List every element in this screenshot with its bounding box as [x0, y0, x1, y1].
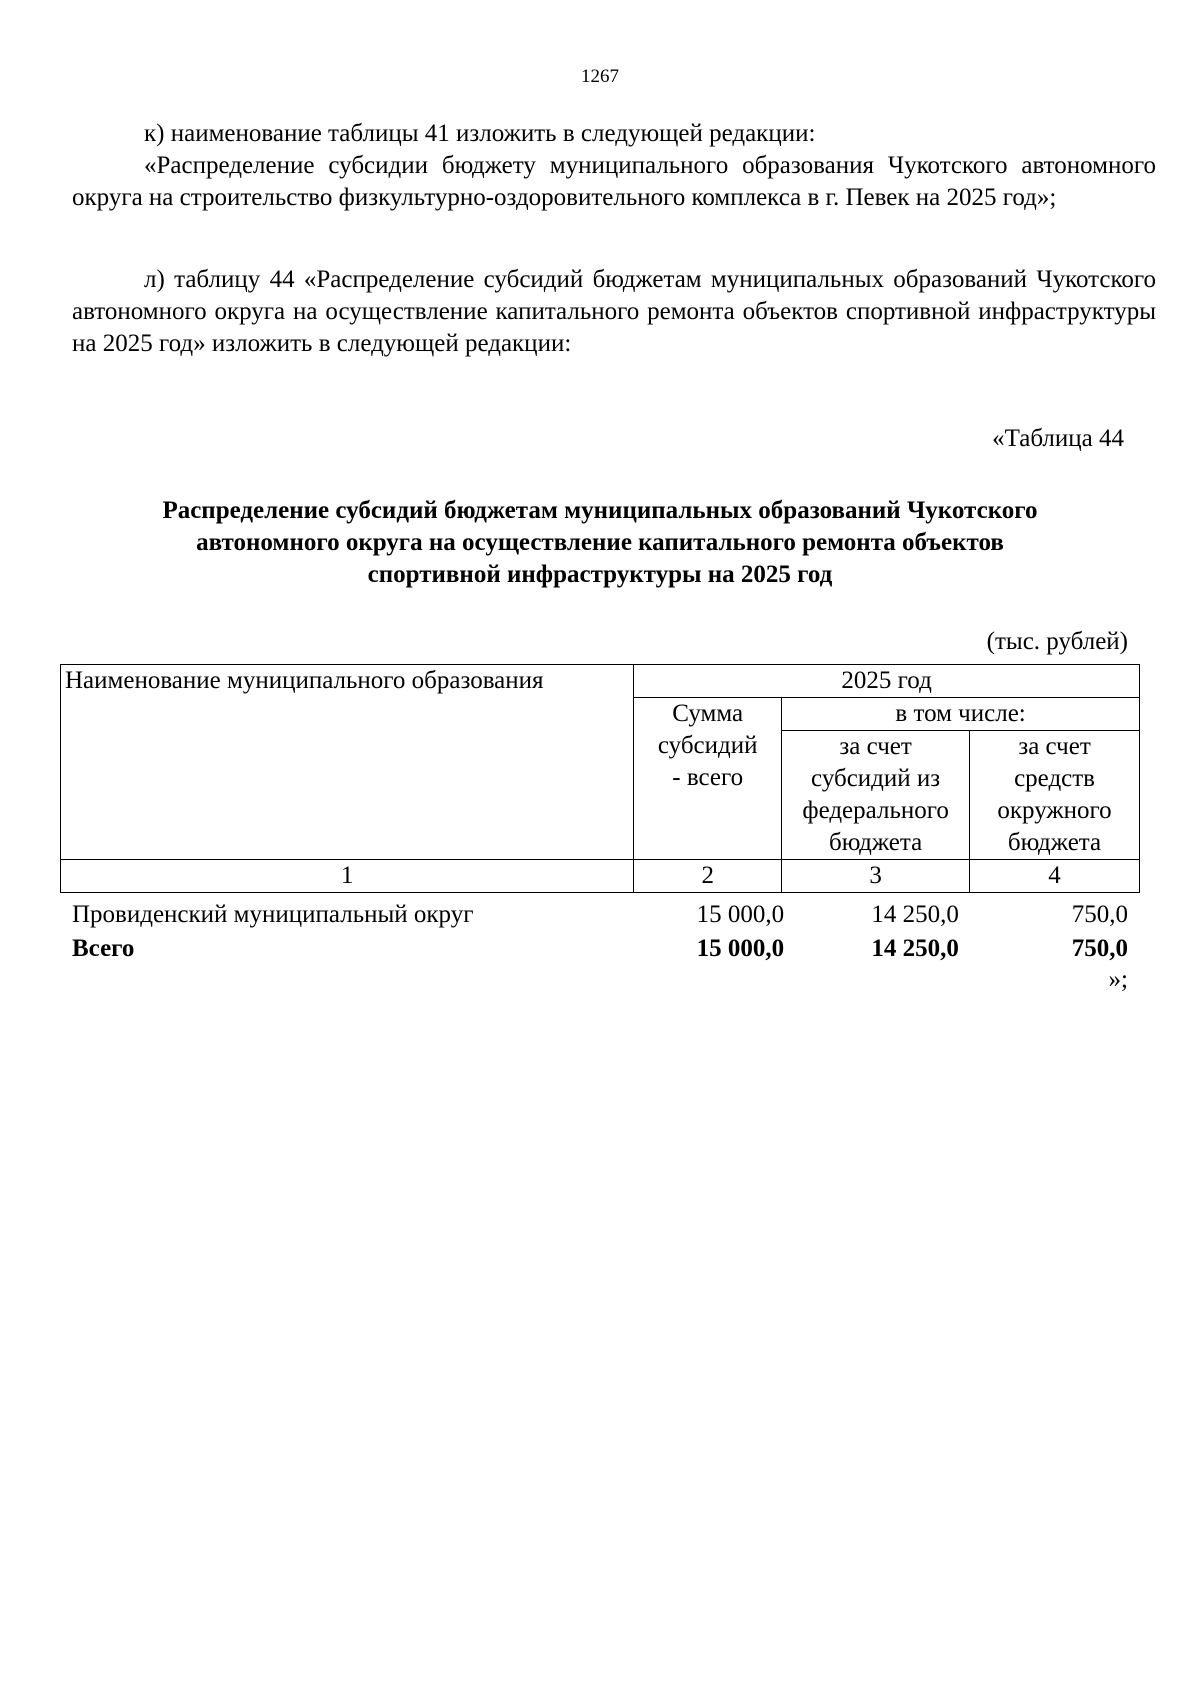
header-federal-line: бюджета — [829, 829, 923, 856]
table-number-label: «Таблица 44 — [992, 425, 1124, 452]
page-number: 1267 — [581, 66, 619, 87]
header-federal-line: федерального — [802, 797, 949, 824]
header-federal-line: за счет — [839, 733, 912, 760]
total-row-name: Всего — [72, 935, 135, 962]
paragraph-k-text: «Распределение субсидии бюджету муниципального образования Чукотского автономного округа на строительство физкультурно-оздоровительного комплекса в г. Певек на 2025 год»; — [72, 152, 1156, 211]
table-title-line: Распределение субсидий бюджетам муниципальных образований Чукотского — [162, 497, 1038, 524]
total-row-district: 750,0 — [1071, 935, 1129, 962]
header-year: 2025 год — [634, 665, 1140, 698]
header-federal-line: субсидий из — [811, 765, 941, 792]
closing-quote: »; — [1108, 966, 1128, 993]
col-number-4: 4 — [970, 860, 1140, 893]
header-district-line: средств — [1014, 765, 1095, 792]
row-district: 750,0 — [1071, 901, 1129, 928]
header-total-line: Сумма — [672, 700, 744, 727]
total-row — [72, 932, 1128, 966]
header-district-line: окружного — [997, 797, 1112, 824]
header-total-line: - всего — [672, 764, 744, 791]
units-label: (тыс. рублей) — [986, 628, 1128, 655]
header-total — [634, 698, 782, 860]
total-row-total: 15 000,0 — [696, 935, 785, 962]
header-district-line: бюджета — [1007, 829, 1102, 856]
header-district — [970, 731, 1140, 860]
col-number-1: 1 — [61, 860, 634, 893]
table-body — [72, 898, 1128, 966]
header-federal — [782, 731, 970, 860]
header-district-line: за счет — [1018, 733, 1091, 760]
paragraph-l-text: л) таблицу 44 «Распределение субсидий бюджетам муниципальных образований Чукотского автономного округа на осуществление капитального ремонта объектов спортивной инфраструктуры на 2025 год» изложить в следующей редакции: — [72, 266, 1156, 357]
header-including: в том числе: — [782, 698, 1140, 731]
table-title — [72, 495, 1128, 591]
row-federal: 14 250,0 — [871, 901, 959, 928]
header-total-line: субсидий — [657, 732, 758, 759]
table-title-line: спортивной инфраструктуры на 2025 год — [367, 561, 833, 588]
paragraph-k-intro: к) наименование таблицы 41 изложить в следующей редакции: — [144, 120, 816, 147]
row-name: Провиденский муниципальный округ — [72, 901, 474, 928]
col-number-3: 3 — [782, 860, 970, 893]
row-total: 15 000,0 — [696, 901, 785, 928]
table-title-line: автономного округа на осуществление капитального ремонта объектов — [196, 529, 1004, 556]
col-number-2: 2 — [634, 860, 782, 893]
header-name: Наименование муниципального образования — [61, 665, 634, 860]
table-row — [72, 898, 1128, 932]
total-row-federal: 14 250,0 — [871, 935, 959, 962]
subsidy-table-header — [60, 664, 1140, 893]
